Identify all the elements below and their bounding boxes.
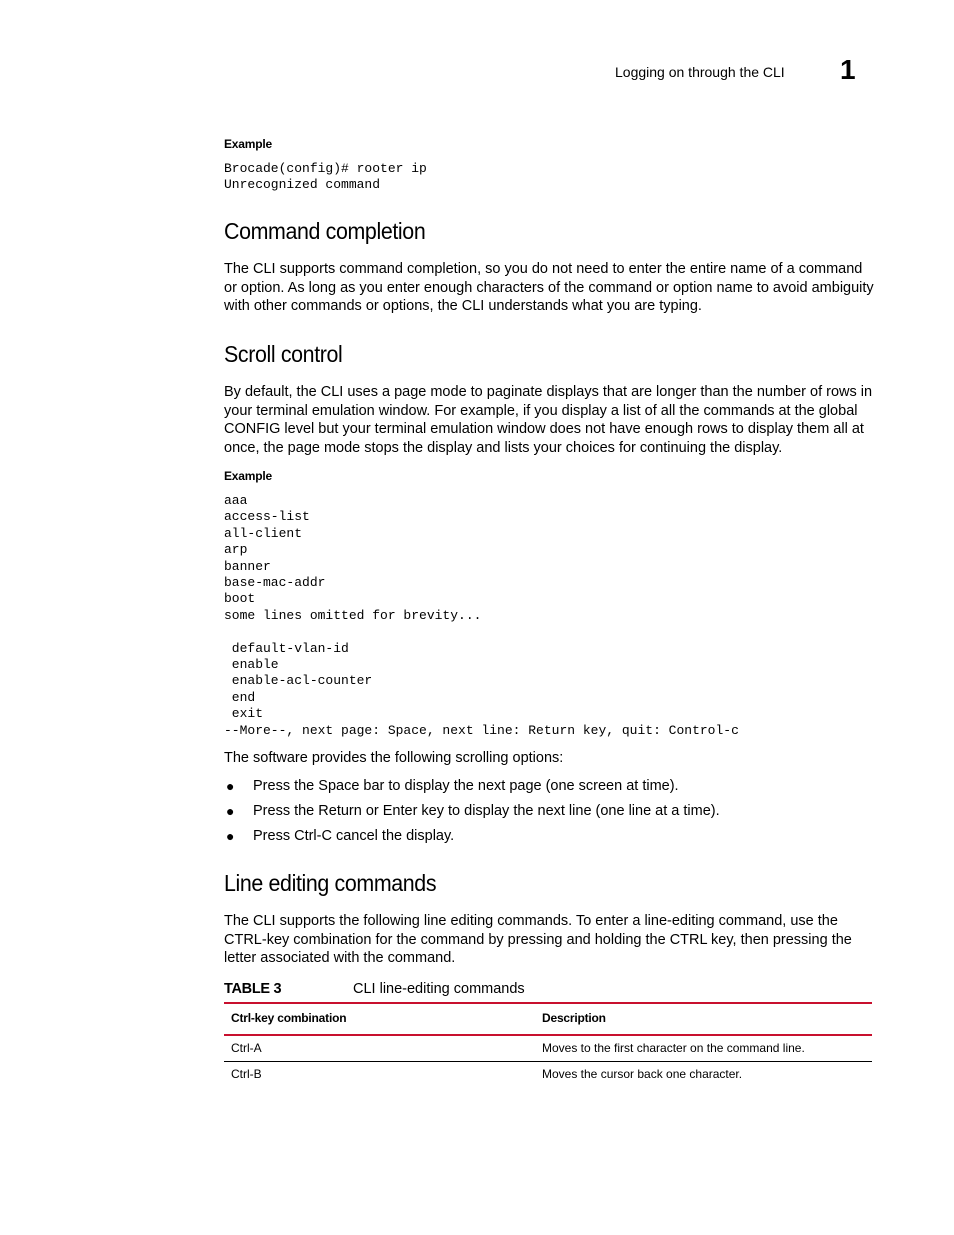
table-cell-description: Moves to the first character on the command line. xyxy=(535,1035,872,1062)
table-cell-description: Moves the cursor back one character. xyxy=(542,1066,743,1081)
table-number: TABLE 3 xyxy=(224,981,282,997)
scroll-options-list xyxy=(224,777,720,852)
column-header-ctrl-key: Ctrl-key combination xyxy=(224,1003,535,1035)
chapter-number: 1 xyxy=(840,54,856,85)
table-row xyxy=(224,1035,872,1062)
list-item-text: Press the Space bar to display the next page (one screen at time). xyxy=(253,778,679,794)
list-item-text: Press the Return or Enter key to display the next line (one line at a time). xyxy=(253,803,720,819)
list-item xyxy=(224,802,720,827)
code-block-example: Brocade(config)# rooter ip Unrecognized command xyxy=(224,161,427,193)
table-title: CLI line-editing commands xyxy=(353,981,525,997)
line-editing-table xyxy=(224,1002,872,1087)
scroll-control-paragraph: By default, the CLI uses a page mode to paginate displays that are longer than the number of rows in your terminal emulation window. For example, if you display a list of all the commands at the global CONFIG level but your terminal emulation window does not have enough rows to display them all at once, the page mode stops the display and lists your choices for continuing the display. xyxy=(224,384,873,456)
table-caption xyxy=(224,981,525,997)
bullet-icon: ● xyxy=(226,803,235,819)
running-header-title: Logging on through the CLI xyxy=(615,64,785,80)
code-block-scroll-example: aaa access-list all-client arp banner base-mac-addr boot some lines omitted for brevity... default-vlan-id enable enable-acl-counter end exit --More--, next page: Space, next line: Return key, quit: Control-c xyxy=(224,493,739,738)
column-header-description: Description xyxy=(535,1003,872,1035)
line-editing-paragraph: The CLI supports the following line editing commands. To enter a line-editing command, use the CTRL-key combination for the command by pressing and holding the CTRL key, then pressing the letter associated with the command. xyxy=(224,913,852,967)
section-heading-line-editing: Line editing commands xyxy=(224,870,437,896)
section-heading-command-completion: Command completion xyxy=(224,218,426,244)
bullet-icon: ● xyxy=(226,828,235,844)
example-label: Example xyxy=(224,469,272,483)
scroll-options-intro: The software provides the following scrolling options: xyxy=(224,750,564,766)
list-item xyxy=(224,827,720,852)
bullet-icon: ● xyxy=(226,778,235,794)
table-row xyxy=(224,1062,872,1088)
example-label: Example xyxy=(224,137,272,151)
section-heading-scroll-control: Scroll control xyxy=(224,341,343,367)
table-header-row xyxy=(224,1003,872,1035)
table-cell-key: Ctrl-B xyxy=(231,1066,262,1081)
list-item-text: Press Ctrl-C cancel the display. xyxy=(253,828,455,844)
list-item xyxy=(224,777,720,802)
table-cell-key: Ctrl-A xyxy=(224,1035,535,1062)
command-completion-paragraph: The CLI supports command completion, so you do not need to enter the entire name of a command or option. As long as you enter enough characters of the command or option name to avoid ambiguity with other commands or options, the CLI understands what you are typing. xyxy=(224,261,874,315)
